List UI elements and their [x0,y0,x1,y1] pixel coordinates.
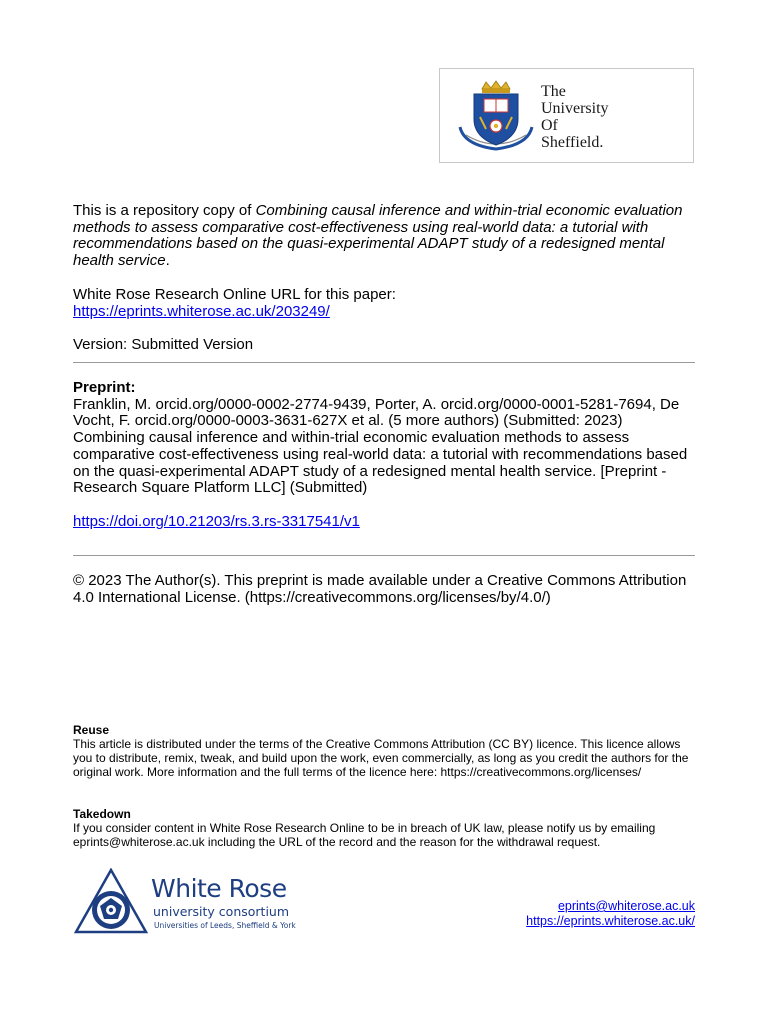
doi-link[interactable]: https://doi.org/10.21203/rs.3.rs-3317541/v1 [73,512,360,530]
reuse-section [73,723,703,779]
preprint-heading: Preprint: [73,379,136,396]
reuse-text: This article is distributed under the terms of the Creative Commons Attribution (CC BY) licence. This licence allows you to distribute, remix, tweak, and build upon the work, even commercially, as long as you credit the authors for the original work. More information and the full terms of the licence here: https://creativecommons.org/licenses/ [73,737,689,779]
preprint-section [73,380,698,531]
license-section [73,573,698,606]
white-rose-subtitle: university consortium [153,904,290,919]
white-rose-universities: Universities of Leeds, Sheffield & York [154,921,296,930]
url-section [73,287,698,320]
url-label: White Rose Research Online URL for this paper: [73,286,396,303]
sheffield-crest-icon [456,79,536,155]
white-rose-emblem-icon [74,868,148,936]
white-rose-name: White Rose [151,874,287,903]
university-of-sheffield-logo [439,68,694,163]
takedown-text: If you consider content in White Rose Research Online to be in breach of UK law, please notify us by emailing eprints@whiterose.ac.uk including the URL of the record and the reason for the withdrawal request. [73,821,656,849]
takedown-section [73,807,703,849]
paper-title: Combining causal inference and within-trial economic evaluation methods to assess comparative cost-effectiveness using real-world data: a tutorial with recommendations based on the quasi-experimental ADAPT study of a redesigned mental health service [73,202,683,270]
footer-site-link[interactable]: https://eprints.whiterose.ac.uk/ [526,913,695,928]
takedown-heading: Takedown [73,807,131,821]
logo-line-3: Of [541,117,558,134]
university-name [541,83,609,151]
intro-prefix: This is a repository copy of [73,202,256,219]
license-text: © 2023 The Author(s). This preprint is made available under a Creative Commons Attribution 4.0 International License. (https://creativecommons.org/licenses/by/4.0/) [73,572,687,606]
version-text: Version: Submitted Version [73,336,254,353]
logo-line-4: Sheffield. [541,134,604,151]
paper-url-link[interactable]: https://eprints.whiterose.ac.uk/203249/ [73,302,330,320]
logo-line-1: The [541,83,566,100]
intro-suffix: . [165,252,170,270]
divider-bottom [73,555,695,556]
divider-top [73,362,695,363]
preprint-citation: Franklin, M. orcid.org/0000-0002-2774-9439, Porter, A. orcid.org/0000-0001-5281-7694, De Vocht, F. orcid.org/0000-0003-3631-627X et al. (5 more authors) (Submitted: 2023) Combining causal inference and within-trial economic evaluation methods to assess comparative cost-effectiveness using real-world data: a tutorial with recommendations based on the quasi-experimental ADAPT study of a redesigned mental health service. [Preprint - Research Square Platform LLC] (Submitted) [73,395,688,497]
footer-contact [526,899,695,928]
footer-email-link[interactable]: eprints@whiterose.ac.uk [557,899,695,913]
reuse-heading: Reuse [73,723,110,737]
repository-intro [73,203,698,270]
logo-line-2: University [541,100,609,117]
version-line [73,337,698,354]
white-rose-logo [74,868,299,938]
